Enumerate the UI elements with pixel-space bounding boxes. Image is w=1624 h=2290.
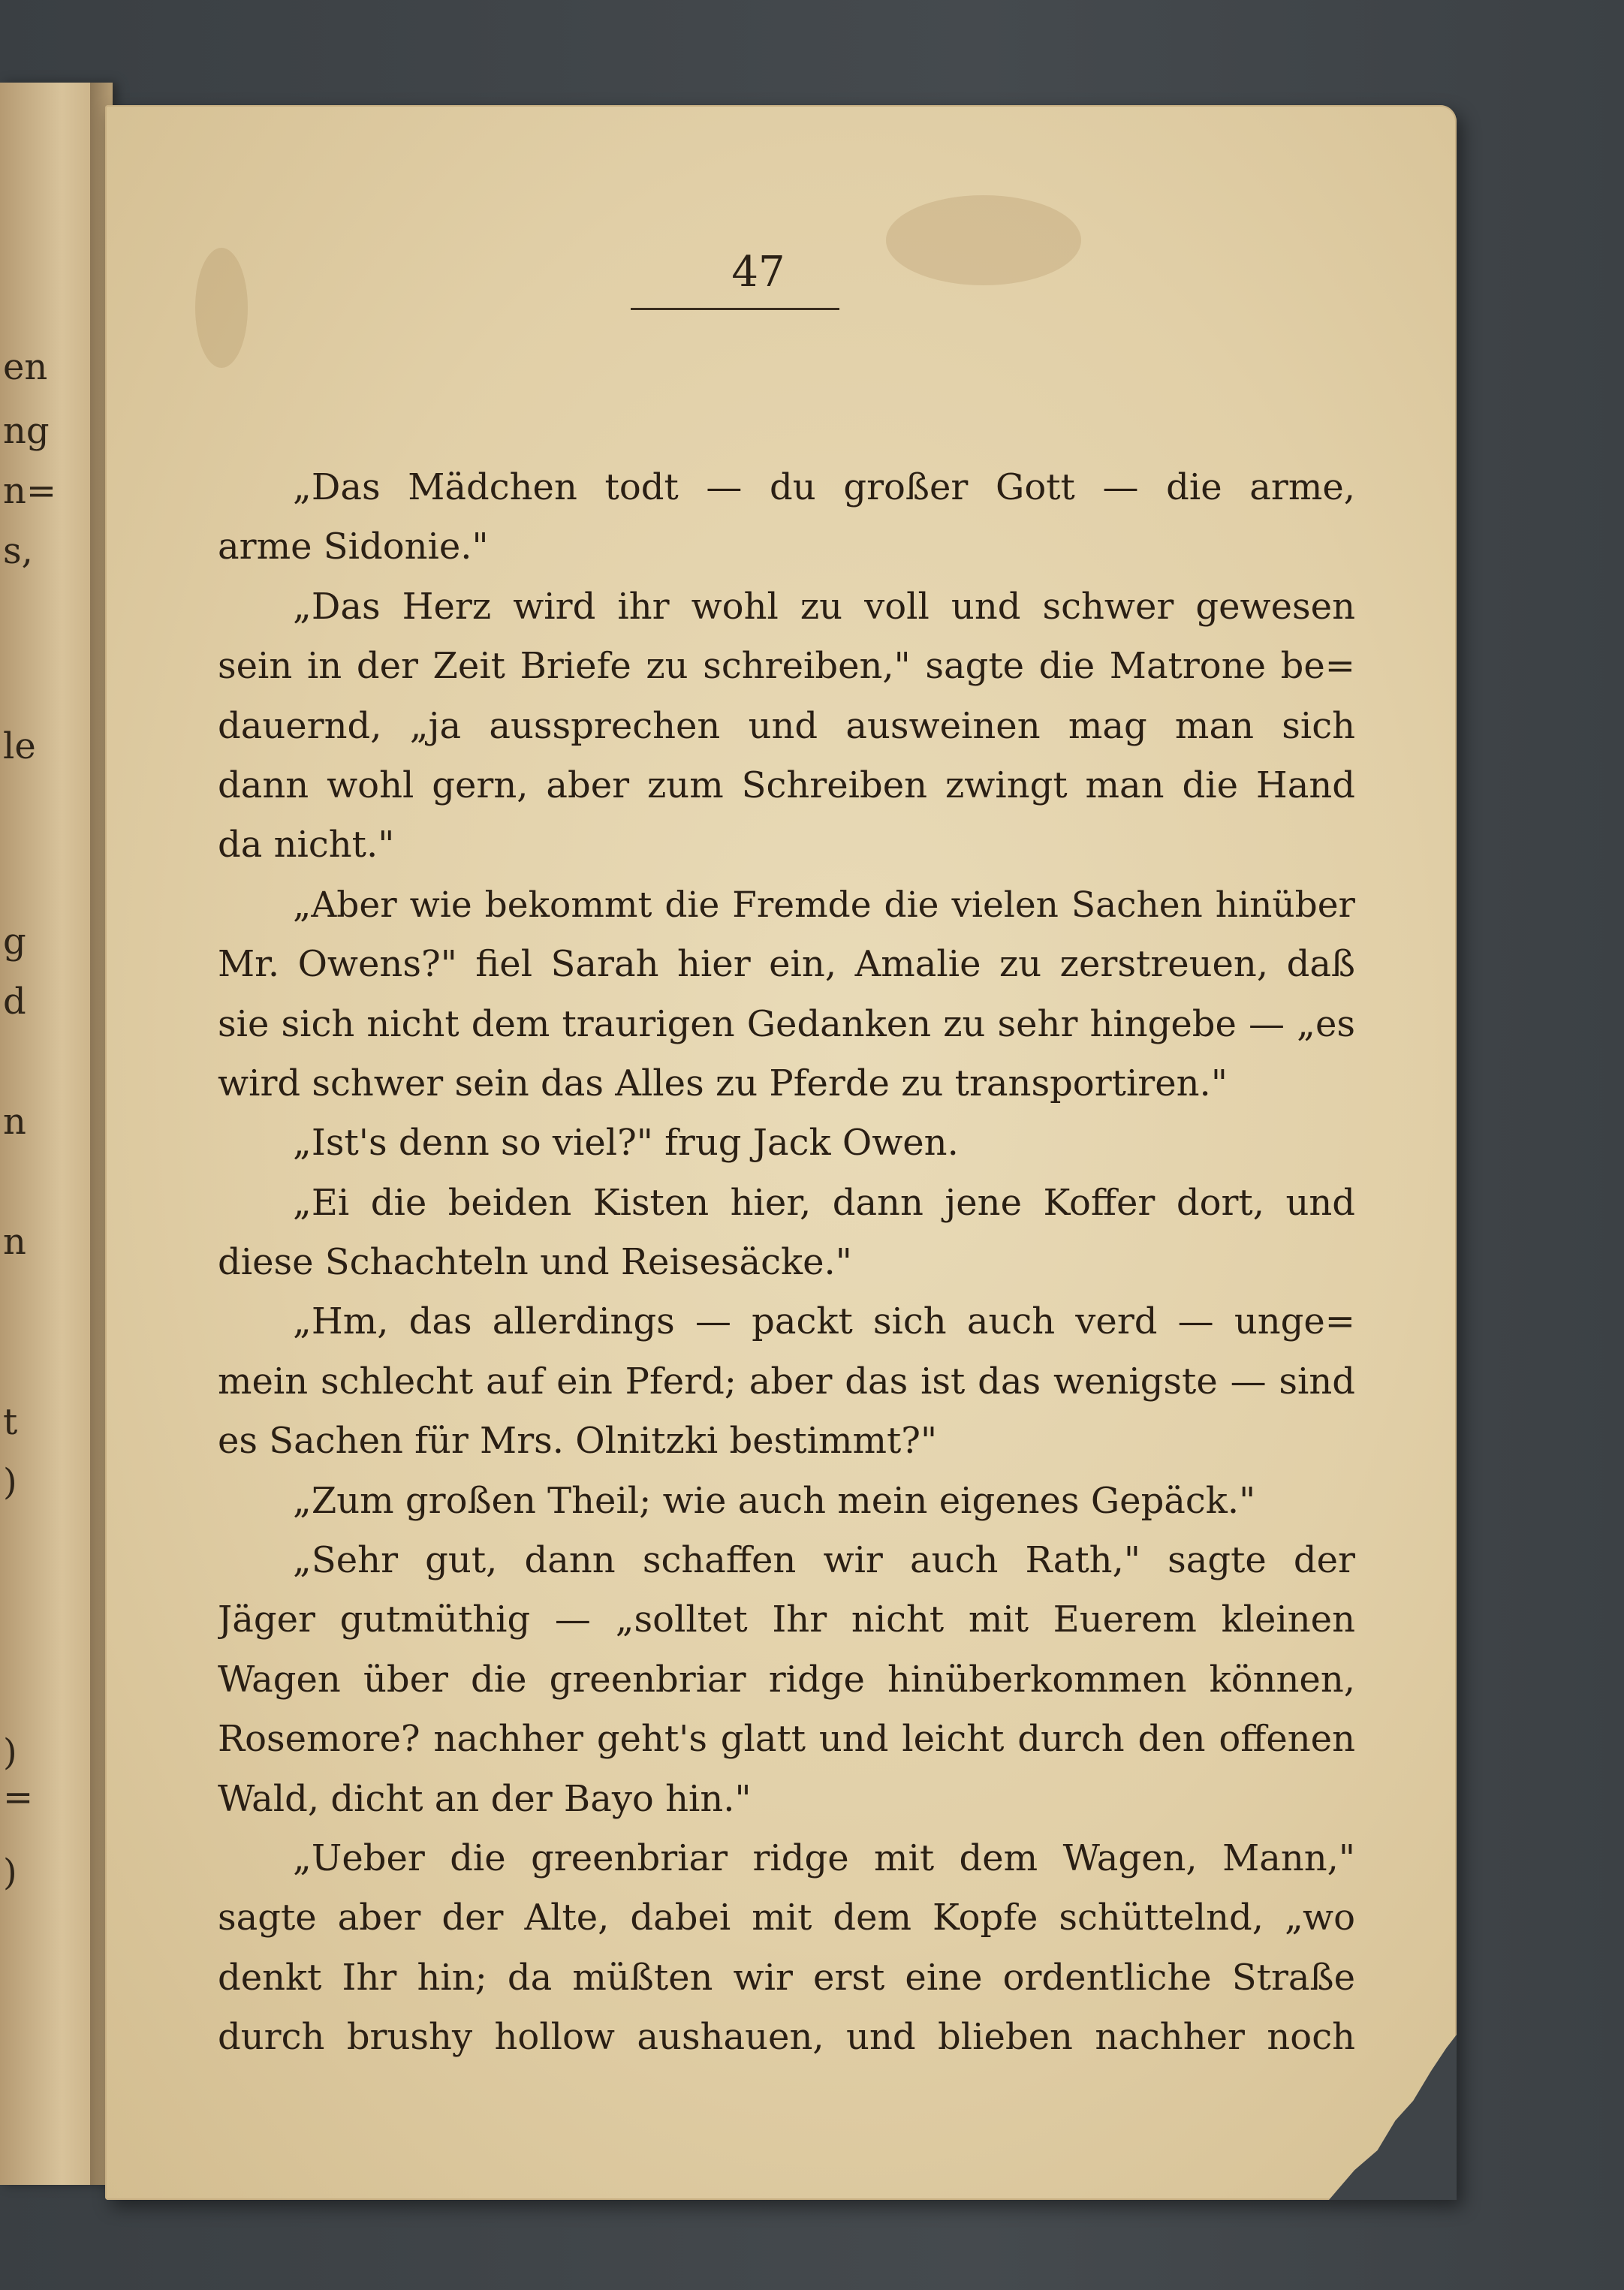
previous-page-fragment: n= xyxy=(3,470,57,512)
text-line: „Zum großen Theil; wie auch mein eigenes Gepäck." xyxy=(293,1479,1256,1522)
text-line: Wald, dicht an der Bayo hin." xyxy=(218,1777,752,1820)
body-text xyxy=(218,458,1355,2068)
text-line: Mr. Owens?" fiel Sarah hier ein, Amalie zu zerstreuen, daß xyxy=(218,943,1355,986)
text-line: da nicht." xyxy=(218,824,395,866)
previous-page-fragment: ) xyxy=(3,1852,17,1894)
text-line: mein schlecht auf ein Pferd; aber das ist das wenigste — sind xyxy=(218,1360,1355,1403)
previous-page-fragment: n xyxy=(3,1221,26,1263)
previous-page-fragment: le xyxy=(3,725,36,767)
previous-page-fragment: g xyxy=(3,921,26,963)
text-line: „Hm, das allerdings — packt sich auch verd — unge= xyxy=(293,1300,1355,1343)
previous-page-fragment: = xyxy=(3,1776,34,1818)
text-line: wird schwer sein das Alles zu Pferde zu transportiren." xyxy=(218,1062,1228,1104)
text-line: diese Schachteln und Reisesäcke." xyxy=(218,1241,852,1284)
text-line: denkt Ihr hin; da müßten wir erst eine ordentliche Straße xyxy=(218,1956,1355,1999)
previous-page-fragment: en xyxy=(3,346,48,388)
text-line: Jäger gutmüthig — „solltet Ihr nicht mit Euerem kleinen xyxy=(218,1598,1355,1641)
text-line: „Sehr gut, dann schaffen wir auch Rath," sagte der xyxy=(293,1539,1355,1582)
previous-page-fragment: s, xyxy=(3,530,33,572)
text-line: „Das Herz wird ihr wohl zu voll und schwer gewesen xyxy=(293,585,1355,628)
page-number: 47 xyxy=(731,248,785,297)
text-line: Wagen über die greenbriar ridge hinüberkommen können, xyxy=(218,1658,1355,1701)
text-line: „Ist's denn so viel?" frug Jack Owen. xyxy=(293,1122,959,1165)
text-line: Rosemore? nachher geht's glatt und leicht durch den offenen xyxy=(218,1718,1355,1761)
text-line: durch brushy hollow aushauen, und blieben nachher noch xyxy=(218,2016,1355,2059)
previous-page-fragment: ) xyxy=(3,1461,17,1503)
text-line: sagte aber der Alte, dabei mit dem Kopfe schüttelnd, „wo xyxy=(218,1897,1355,1939)
previous-page-fragment: ng xyxy=(3,410,50,452)
text-line: sie sich nicht dem traurigen Gedanken zu sehr hingebe — „es xyxy=(218,1002,1355,1045)
text-line: dauernd, „ja aussprechen und ausweinen mag man sich xyxy=(218,704,1355,747)
previous-page-fragment: n xyxy=(3,1101,26,1143)
previous-page-fragment: ) xyxy=(3,1731,17,1773)
text-line: „Ueber die greenbriar ridge mit dem Wagen, Mann," xyxy=(293,1837,1355,1879)
header-rule xyxy=(631,308,839,310)
text-line: sein in der Zeit Briefe zu schreiben," sagte die Matrone be= xyxy=(218,645,1355,688)
book-page xyxy=(105,105,1457,2200)
previous-page-fragment: d xyxy=(3,981,26,1023)
text-line: „Ei die beiden Kisten hier, dann jene Koffer dort, und xyxy=(293,1181,1355,1224)
previous-page-fragment: t xyxy=(3,1401,18,1443)
text-line: es Sachen für Mrs. Olnitzki bestimmt?" xyxy=(218,1420,938,1463)
text-line: „Das Mädchen todt — du großer Gott — die arme, xyxy=(293,466,1355,508)
text-line: dann wohl gern, aber zum Schreiben zwingt man die Hand xyxy=(218,764,1355,806)
text-line: arme Sidonie." xyxy=(218,526,489,568)
text-line: „Aber wie bekommt die Fremde die vielen Sachen hinüber xyxy=(293,884,1355,926)
